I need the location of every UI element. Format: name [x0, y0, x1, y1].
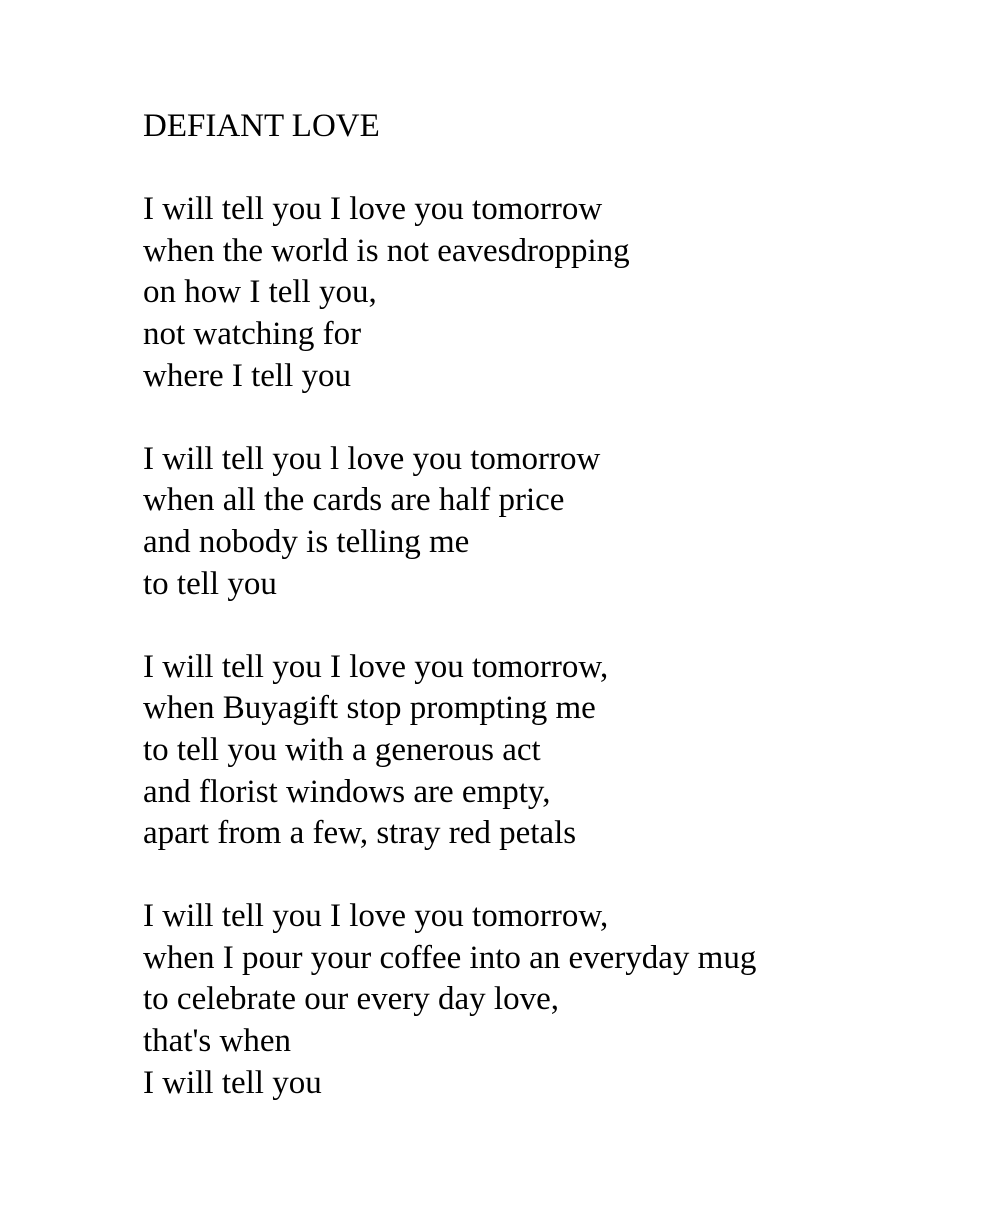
poem-line: that's when: [143, 1023, 292, 1060]
poem-line: I will tell you: [143, 1064, 322, 1101]
poem-line: to tell you with a generous act: [143, 731, 541, 768]
stanza-4: [143, 896, 983, 1104]
poem-line: to celebrate our every day love,: [143, 981, 559, 1018]
poem-line: and nobody is telling me: [143, 523, 470, 560]
stanza-2: [143, 439, 983, 605]
poem-line: on how I tell you,: [143, 274, 377, 311]
poem-line: I will tell you I love you tomorrow: [143, 191, 603, 228]
poem-line: when I pour your coffee into an everyday mug: [143, 939, 757, 976]
poem-line: I will tell you l love you tomorrow: [143, 440, 601, 477]
poem-line: when the world is not eavesdropping: [143, 232, 630, 269]
poem-line: and florist windows are empty,: [143, 773, 551, 810]
poem-title: DEFIANT LOVE: [143, 108, 380, 144]
poem-page: [143, 106, 983, 1104]
stanza-3: [143, 647, 983, 855]
poem-line: not watching for: [143, 315, 362, 352]
poem-line: to tell you: [143, 565, 277, 602]
stanza-1: [143, 189, 983, 397]
poem-line: when Buyagift stop prompting me: [143, 690, 596, 727]
poem-line: where I tell you: [143, 357, 352, 394]
poem-line: I will tell you I love you tomorrow,: [143, 648, 609, 685]
poem-line: when all the cards are half price: [143, 482, 565, 519]
poem-line: apart from a few, stray red petals: [143, 815, 577, 852]
poem-line: I will tell you I love you tomorrow,: [143, 898, 609, 935]
